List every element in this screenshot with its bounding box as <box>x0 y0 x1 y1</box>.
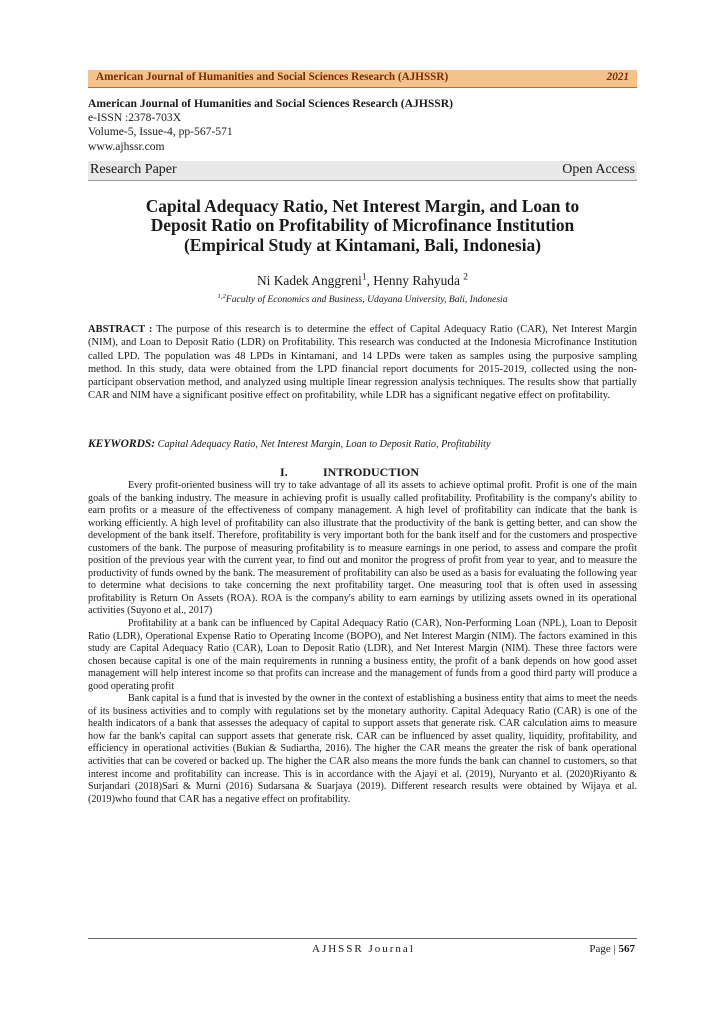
meta-issn: e-ISSN :2378-703X <box>88 111 182 125</box>
footer-page <box>589 943 635 955</box>
paragraph: Profitability at a bank can be influenced by Capital Adequacy Ratio (CAR), Non-Performing Loan (NPL), Loan to Deposit Ratio (LDR), Operational Expense Ratio to Operating Income (BOPO), and Net Interest Margin (NIM). The factors examined in this study are Capital Adequacy Ratio (CAR), Loan to Deposit Ratio (LDR), and Net Interest Margin (NIM). These three factors were chosen because capital is one of the main requirements in running a business entity, the profit of a bank depends on how good asset management will help interest income so that profits can increase and the management of funds from a good third party will produce a good operating profit <box>88 618 637 692</box>
abstract <box>88 323 637 403</box>
footer-page-label: Page | <box>589 943 619 955</box>
author-1: Ni Kadek Anggreni <box>257 273 362 288</box>
title-line-1: Capital Adequacy Ratio, Net Interest Margin, and Loan to <box>145 196 580 216</box>
keywords-label: KEYWORDS: <box>88 438 156 450</box>
author-separator: , <box>366 273 374 288</box>
meta-journal: American Journal of Humanities and Social Sciences Research (AJHSSR) <box>88 97 453 110</box>
author-1-affil-mark: 1 <box>361 272 367 283</box>
open-access-label: Open Access <box>562 162 635 177</box>
page-footer <box>88 938 637 955</box>
title-line-3: (Empirical Study at Kintamani, Bali, Indonesia) <box>183 234 542 255</box>
affiliation-mark: 1,2 <box>217 292 226 300</box>
paper-type-bar <box>88 161 637 181</box>
meta-website: www.ajhssr.com <box>88 139 165 153</box>
journal-meta <box>88 97 453 154</box>
author-2: Henny Rahyuda <box>373 273 464 288</box>
paper-title <box>88 197 637 255</box>
author-2-affil-mark: 2 <box>463 272 468 283</box>
footer-journal: AJHSSR Journal <box>312 943 415 955</box>
introduction-body <box>88 480 637 806</box>
abstract-text: The purpose of this research is to determine the effect of Capital Adequacy Ratio (CAR), Net Interest Margin (NIM), and Loan to Deposit Ratio (LDR) on Profitability. This research was conducted at the Indonesia Microfinance Institution called LPD. The population was 48 LPDs in Kintamani, and 14 LPDs were taken as samples using the purposive sampling method. In this study, data were obtained from the LPD financial report documents for 2015-2019, collected using the non-participant observation method, and analyzed using multiple linear regression analysis techniques. The results show that partially CAR and NIM have a significant positive effect on profitability, while LDR has a significant negative effect on profitability. <box>88 324 637 402</box>
affiliation-text: Faculty of Economics and Business, Udayana University, Bali, Indonesia <box>225 294 508 305</box>
meta-volume: Volume-5, Issue-4, pp-567-571 <box>88 125 233 139</box>
section-title: INTRODUCTION <box>323 465 420 479</box>
header-year: 2021 <box>606 71 629 83</box>
keywords <box>88 438 637 450</box>
journal-header-bar <box>88 70 637 88</box>
author-list <box>88 273 637 289</box>
section-number: I. <box>280 465 288 479</box>
keywords-text: Capital Adequacy Ratio, Net Interest Margin, Loan to Deposit Ratio, Profitability <box>155 439 491 450</box>
header-journal-name: American Journal of Humanities and Social Sciences Research (AJHSSR) <box>96 71 449 83</box>
paragraph: Every profit-oriented business will try to take advantage of all its assets to achieve optimal profit. Profit is one of the main goals of the banking industry. The measure in achieving profit is usually called profitability. Profitability is the company's ability to earn profits or a measure of the effectiveness of company management. A high level of profitability can indicate that the bank is working efficiently. A high level of profitability can also illustrate that the productivity of the bank is getting better, and can show the development of the bank itself. Therefore, profitability is very important both for the bank itself and for the customers and prospective customers of the bank. The purpose of measuring profitability is to measure earnings in one period, to assess and compare the profit position of the previous year with the current year, to find out and monitor the progress of profit from year to year, and to measure the productivity of funds owned by the bank. The measurement of profitability can also be used as a basis for evaluating the following year to determine what decisions to take concerning the next profitability target. One measuring tool that is often used in assessing profitability is Return On Assets (ROA). ROA is the company's ability to earn earnings by utilizing assets owned in its operational activities (Suyono et al., 2017) <box>88 480 637 617</box>
title-line-2: Deposit Ratio on Profitability of Microfinance Institution <box>150 215 575 236</box>
paragraph: Bank capital is a fund that is invested by the owner in the context of establishing a business entity that aims to meet the needs of its business activities and to comply with regulations set by the monetary authority. Capital Adequacy Ratio (CAR) is one of the health indicators of a bank that assesses the adequacy of capital to support assets that generate risk. CAR calculation aims to measure how far the bank's capital can support assets that generate risk. CAR can be influenced by asset quality, liquidity, profitability, and efficiency in operational activities (Bukian & Sudiartha, 2016). The higher the CAR means the greater the risk of bank operational activities that can be covered or backed up. The higher the CAR also means the more funds the bank can channel to customers, so that interest income and profitability can increase. This is in accordance with the Ajayi et al. (2019), Nuryanto et al. (2020)Riyanto & Surjandari (2018)Sari & Murni (2016) Sudarsana & Suarjaya (2019). Different research results were obtained by Wijaya et al. (2019)who found that CAR has a negative effect on profitability. <box>88 693 637 805</box>
paper-type-label: Research Paper <box>90 162 177 177</box>
abstract-label: ABSTRACT : <box>88 324 153 335</box>
footer-page-number: 567 <box>618 943 635 955</box>
affiliation <box>88 294 637 305</box>
